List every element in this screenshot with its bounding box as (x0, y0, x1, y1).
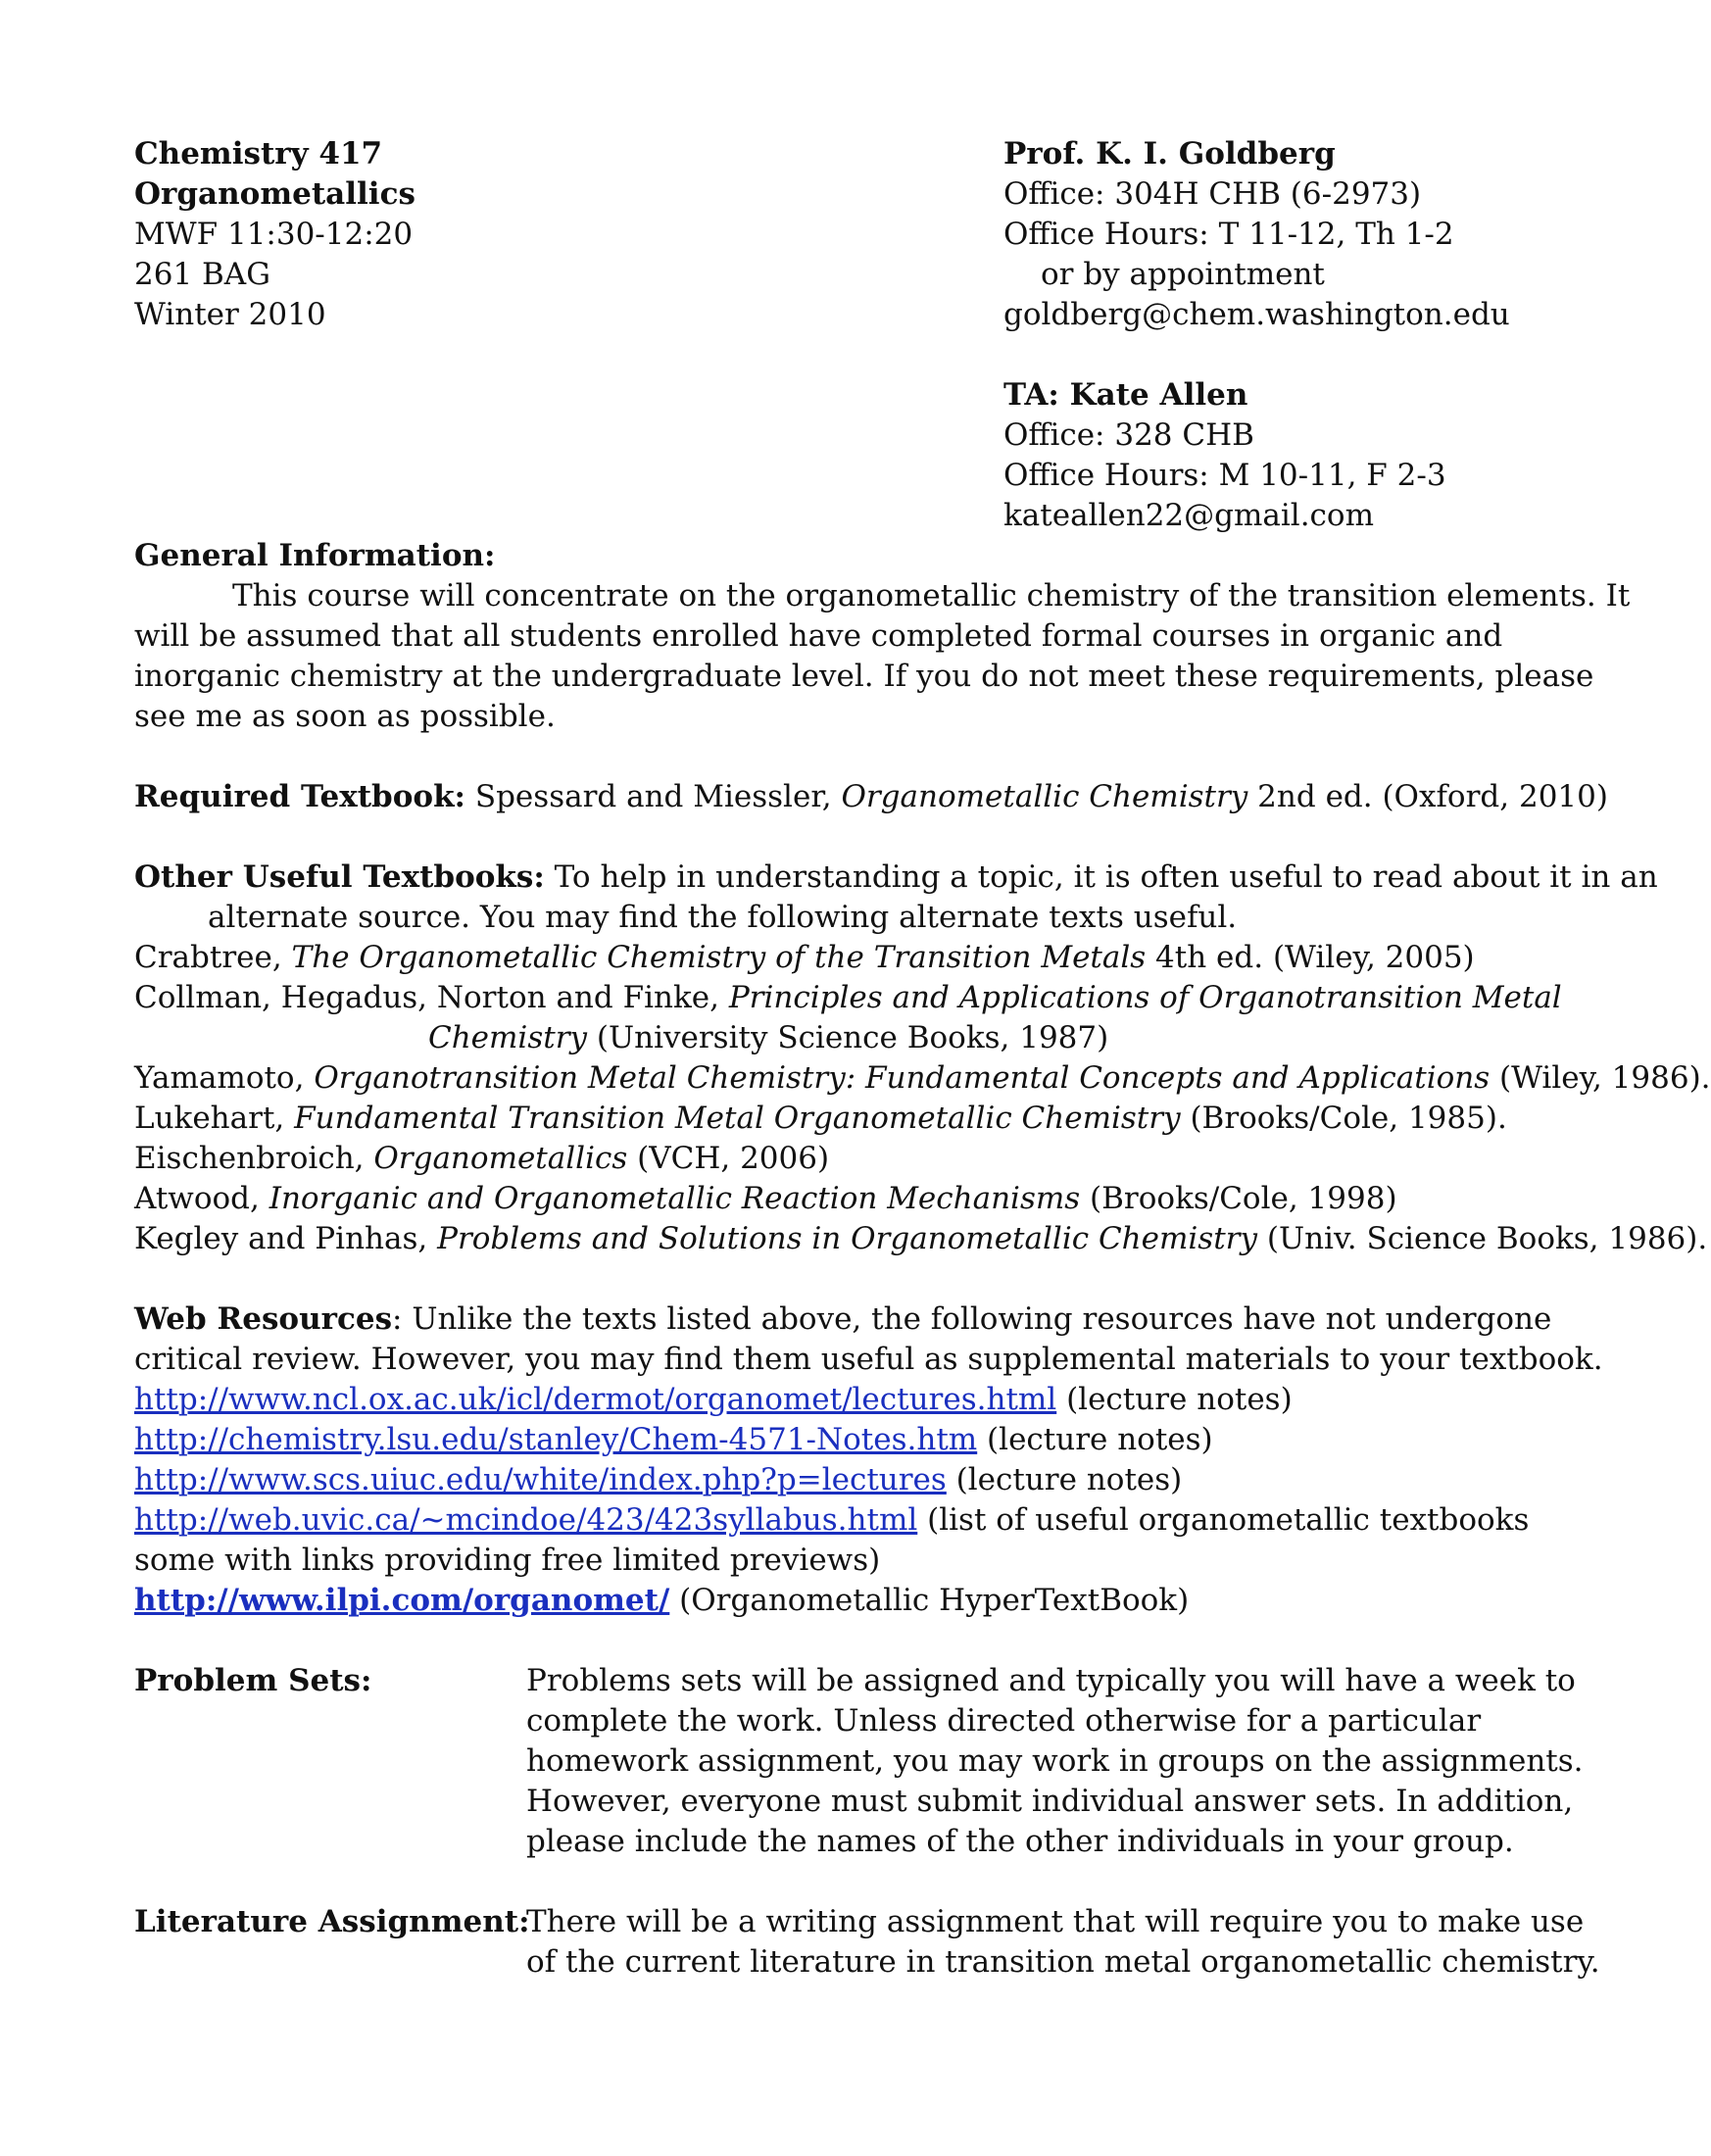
web-link-item (134, 1380, 1293, 1420)
other-label: Other Useful Textbooks: (134, 859, 545, 895)
course-term: Winter 2010 (134, 297, 326, 332)
course-name: Organometallics (134, 176, 416, 212)
web-intro-2: critical review. However, you may find them useful as supplemental materials to your textbook. (134, 1342, 1603, 1377)
book-author: Atwood, (134, 1181, 269, 1216)
web-link-note: (lecture notes) (1056, 1382, 1293, 1417)
book-author: Eischenbroich, (134, 1141, 374, 1176)
book-title: The Organometallic Chemistry of the Transition Metals (291, 940, 1147, 975)
book-title: Problems and Solutions in Organometallic Chemistry (437, 1221, 1257, 1256)
book-title: Organometallics (373, 1141, 628, 1176)
professor-hours: Office Hours: T 11-12, Th 1-2 (1003, 217, 1454, 252)
book-item (134, 1058, 1711, 1099)
general-line-1: This course will concentrate on the organometallic chemistry of the transition elements. It (232, 578, 1631, 613)
general-line-4: see me as soon as possible. (134, 699, 556, 734)
ta-office: Office: 328 CHB (1003, 417, 1254, 453)
literature-label: Literature Assignment: (134, 1904, 530, 1939)
problem-sets-line: homework assignment, you may work in groups on the assignments. (526, 1743, 1584, 1779)
course-time: MWF 11:30-12:20 (134, 217, 414, 252)
required-authors: Spessard and Miessler, (465, 779, 842, 814)
web-link-note: (lecture notes) (977, 1422, 1213, 1457)
web-link-item (134, 1420, 1213, 1460)
required-title: Organometallic Chemistry (841, 779, 1248, 814)
book-rest: (University Science Books, 1987) (587, 1020, 1109, 1055)
general-heading: General Information: (134, 538, 496, 573)
book-rest: (Wiley, 1986). (1490, 1060, 1711, 1096)
book-author: Lukehart, (134, 1101, 295, 1136)
problem-sets-line: However, everyone must submit individual answer sets. In addition, (526, 1784, 1574, 1819)
book-item (134, 1139, 829, 1179)
professor-email: goldberg@chem.washington.edu (1003, 297, 1510, 332)
web-link[interactable]: http://www.scs.uiuc.edu/white/index.php?p=lectures (134, 1462, 947, 1497)
web-link-note: (Organometallic HyperTextBook) (669, 1583, 1190, 1618)
book-item (134, 1099, 1507, 1139)
required-label: Required Textbook: (134, 779, 465, 814)
book-item (134, 1179, 1397, 1219)
professor-hours-alt: or by appointment (1041, 257, 1325, 292)
book-author: Crabtree, (134, 940, 292, 975)
general-line-3: inorganic chemistry at the undergraduate level. If you do not meet these requirements, please (134, 659, 1594, 694)
book-title: Fundamental Transition Metal Organometallic Chemistry (294, 1101, 1181, 1136)
web-link-item (134, 1460, 1182, 1500)
book-title: Inorganic and Organometallic Reaction Mechanisms (269, 1181, 1081, 1216)
required-rest: 2nd ed. (Oxford, 2010) (1247, 779, 1608, 814)
other-textbooks-intro (134, 858, 1658, 898)
web-link[interactable]: http://www.ncl.ox.ac.uk/icl/dermot/organomet/lectures.html (134, 1382, 1057, 1417)
ta-hours: Office Hours: M 10-11, F 2-3 (1003, 458, 1446, 493)
book-author: Yamamoto, (134, 1060, 315, 1096)
book-title: Chemistry (428, 1020, 588, 1055)
problem-sets-line: please include the names of the other individuals in your group. (526, 1824, 1514, 1859)
literature-line: There will be a writing assignment that will require you to make use (526, 1904, 1585, 1939)
web-resources-intro (134, 1299, 1551, 1340)
other-intro: To help in understanding a topic, it is often useful to read about it in an (544, 859, 1658, 895)
general-line-2: will be assumed that all students enrolled have completed formal courses in organic and (134, 618, 1503, 654)
web-link-item (134, 1581, 1189, 1621)
course-room: 261 BAG (134, 257, 270, 292)
other-intro-2: alternate source. You may find the following alternate texts useful. (208, 900, 1238, 935)
book-item (134, 978, 1562, 1018)
ta-name: TA: Kate Allen (1003, 377, 1248, 413)
book-item-continuation (428, 1018, 1108, 1058)
web-link-item (134, 1500, 1529, 1541)
book-rest: (Univ. Science Books, 1986). (1257, 1221, 1708, 1256)
course-number: Chemistry 417 (134, 136, 383, 172)
web-link[interactable]: http://web.uvic.ca/~mcindoe/423/423syllabus.html (134, 1502, 918, 1538)
web-link-continuation: some with links providing free limited previews) (134, 1543, 881, 1578)
book-author: Collman, Hegadus, Norton and Finke, (134, 980, 729, 1015)
web-link-note: (list of useful organometallic textbooks (917, 1502, 1530, 1538)
professor-name: Prof. K. I. Goldberg (1003, 136, 1336, 172)
required-textbook (134, 777, 1608, 817)
professor-office: Office: 304H CHB (6-2973) (1003, 176, 1422, 212)
book-rest: (VCH, 2006) (627, 1141, 830, 1176)
web-link-note: (lecture notes) (946, 1462, 1183, 1497)
web-label: Web Resources (134, 1301, 393, 1337)
book-rest: 4th ed. (Wiley, 2005) (1146, 940, 1475, 975)
web-link[interactable]: http://chemistry.lsu.edu/stanley/Chem-4571-Notes.htm (134, 1422, 978, 1457)
problem-sets-line: Problems sets will be assigned and typically you will have a week to (526, 1663, 1576, 1698)
book-rest: (Brooks/Cole, 1985). (1180, 1101, 1507, 1136)
book-item (134, 1219, 1707, 1259)
ta-email: kateallen22@gmail.com (1003, 498, 1374, 533)
literature-line: of the current literature in transition metal organometallic chemistry. (526, 1944, 1600, 1980)
problem-sets-label: Problem Sets: (134, 1663, 372, 1698)
book-title: Organotransition Metal Chemistry: Fundamental Concepts and Applications (314, 1060, 1491, 1096)
book-item (134, 938, 1475, 978)
book-rest: (Brooks/Cole, 1998) (1080, 1181, 1397, 1216)
problem-sets-line: complete the work. Unless directed otherwise for a particular (526, 1703, 1482, 1739)
web-intro: : Unlike the texts listed above, the following resources have not undergone (392, 1301, 1552, 1337)
book-author: Kegley and Pinhas, (134, 1221, 438, 1256)
book-title: Principles and Applications of Organotransition Metal (728, 980, 1562, 1015)
web-link[interactable]: http://www.ilpi.com/organomet/ (134, 1583, 670, 1618)
